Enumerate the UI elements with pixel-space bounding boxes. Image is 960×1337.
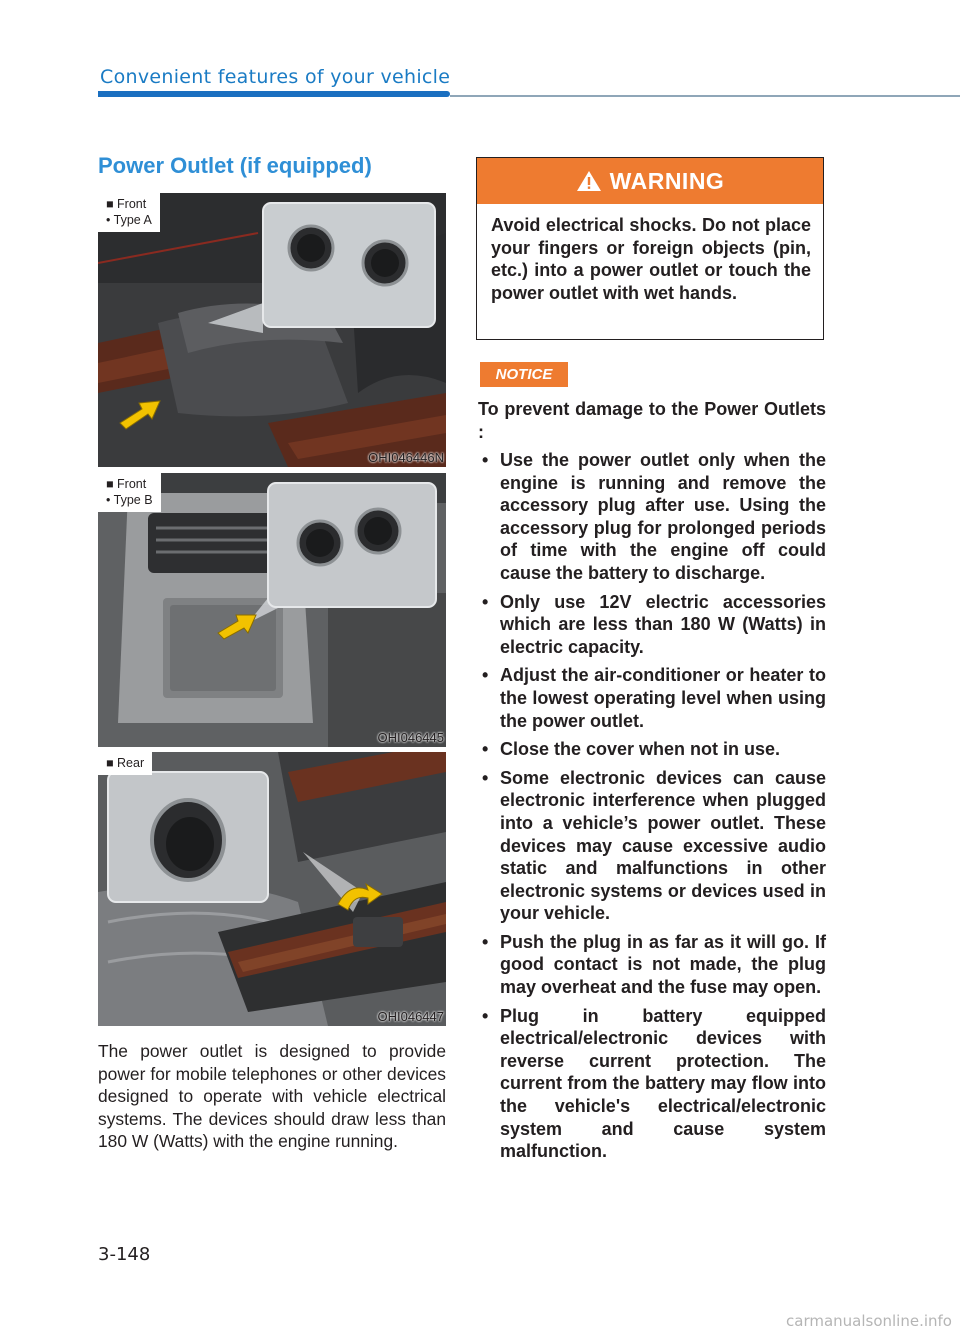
photo-code: OHI046447 [377, 1009, 444, 1024]
warning-title: WARNING [609, 167, 725, 194]
notice-list [478, 449, 826, 1169]
rear-illustration [98, 752, 446, 1026]
list-item: • Use the power outlet only when the engine is running and remove the accessory plug after use. Using the accessory plug for prolonged periods of time with the engine off could cause the battery to discharge. [478, 449, 826, 585]
photo-label: ■ Rear [98, 752, 152, 775]
photo-front-type-b [98, 473, 446, 747]
warning-box [476, 157, 824, 340]
front-type-a-illustration [98, 193, 446, 467]
power-outlet-icon [152, 800, 224, 880]
header-title: Convenient features of your vehicle [100, 66, 451, 88]
list-item: • Push the plug in as far as it will go. If good contact is not made, the plug may overheat and the fuse may open. [478, 931, 826, 999]
warning-text: Avoid electrical shocks. Do not place your fingers or foreign objects (pin, etc.) into a power outlet or touch the power outlet with wet hands. [491, 215, 811, 303]
list-item: • Adjust the air-conditioner or heater to the lowest operating level when using the power outlet. [478, 664, 826, 732]
photo-label: ■ Front • Type A [98, 193, 160, 232]
photo-rear [98, 752, 446, 1026]
header-bar [98, 91, 450, 97]
photo-code: OHI046445 [377, 730, 444, 745]
body-paragraph: The power outlet is designed to provide power for mobile telephones or other devices designed to operate with vehicle electrical systems. The devices should draw less than 180 W (Watts) with the engine running. [98, 1041, 446, 1152]
list-item: • Plug in battery equipped electrical/electronic devices with reverse current protection. The current from the battery may flow into the vehicle's electrical/electronic system and cause system malfunction. [478, 1005, 826, 1163]
photo-front-type-a [98, 193, 446, 467]
front-type-b-illustration [98, 473, 446, 747]
watermark: carmanualsonline.info [786, 1312, 952, 1330]
photo-label: ■ Front • Type B [98, 473, 161, 512]
notice-intro: To prevent damage to the Power Outlets : [478, 399, 826, 442]
photo-code: OHI046446N [368, 450, 444, 465]
section-title: Power Outlet (if equipped) [98, 153, 372, 178]
notice-badge: NOTICE [480, 362, 568, 387]
warning-header [477, 158, 823, 204]
list-item: • Close the cover when not in use. [478, 738, 826, 761]
header-rule [450, 95, 960, 97]
page-number: 3-148 [98, 1244, 151, 1265]
list-item: • Some electronic devices can cause electronic interference when plugged into a vehicle’s power outlet. These devices may cause excessive audio static and malfunctions in other electronic systems or devices used in your vehicle. [478, 767, 826, 925]
warning-triangle-icon [576, 170, 602, 192]
list-item: • Only use 12V electric accessories which are less than 180 W (Watts) in electric capacity. [478, 591, 826, 659]
